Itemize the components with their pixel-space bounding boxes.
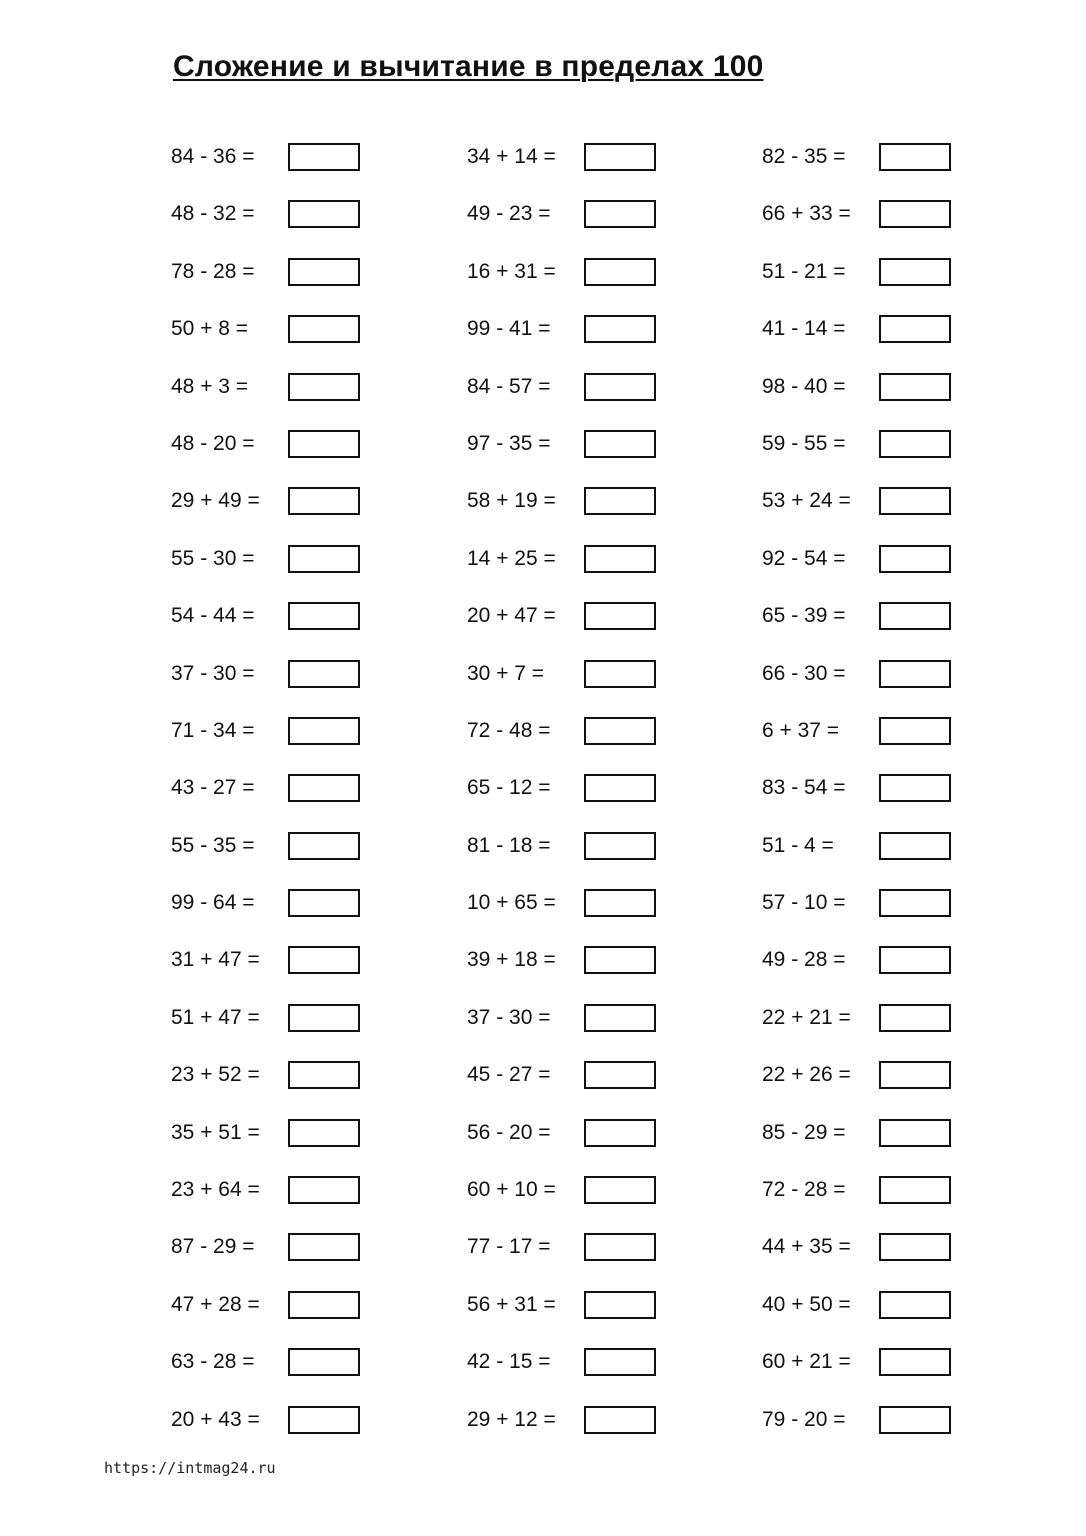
problem-row bbox=[762, 1174, 1062, 1231]
problem-row bbox=[762, 1002, 1062, 1059]
answer-box[interactable] bbox=[879, 832, 951, 860]
problem-row bbox=[171, 141, 471, 198]
problem-row bbox=[467, 887, 767, 944]
problem-row bbox=[171, 485, 471, 542]
problem-row bbox=[762, 944, 1062, 1001]
problem-expression: 44 + 35 = bbox=[762, 1235, 851, 1259]
problem-row bbox=[171, 256, 471, 313]
problem-expression: 54 - 44 = bbox=[171, 604, 255, 628]
problem-row bbox=[467, 1117, 767, 1174]
problem-row bbox=[171, 715, 471, 772]
problem-row bbox=[467, 658, 767, 715]
answer-box[interactable] bbox=[584, 832, 656, 860]
problem-expression: 87 - 29 = bbox=[171, 1235, 255, 1259]
problem-row bbox=[762, 658, 1062, 715]
problem-expression: 53 + 24 = bbox=[762, 489, 851, 513]
problem-row bbox=[171, 658, 471, 715]
problem-row bbox=[467, 256, 767, 313]
problem-expression: 83 - 54 = bbox=[762, 776, 846, 800]
problem-expression: 57 - 10 = bbox=[762, 891, 846, 915]
problem-expression: 72 - 28 = bbox=[762, 1178, 846, 1202]
answer-box[interactable] bbox=[288, 660, 360, 688]
problem-expression: 81 - 18 = bbox=[467, 833, 551, 857]
problem-row bbox=[762, 371, 1062, 428]
answer-box[interactable] bbox=[879, 143, 951, 171]
problem-expression: 82 - 35 = bbox=[762, 145, 846, 168]
answer-box[interactable] bbox=[584, 143, 656, 171]
answer-box[interactable] bbox=[288, 946, 360, 974]
problem-row bbox=[171, 1059, 471, 1116]
problem-expression: 20 + 47 = bbox=[467, 604, 556, 628]
problem-row bbox=[762, 1117, 1062, 1174]
problem-row bbox=[762, 1289, 1062, 1346]
answer-box[interactable] bbox=[879, 1061, 951, 1089]
problem-expression: 58 + 19 = bbox=[467, 489, 556, 513]
answer-box[interactable] bbox=[879, 889, 951, 917]
problem-row bbox=[762, 1346, 1062, 1403]
answer-box[interactable] bbox=[288, 1348, 360, 1376]
answer-box[interactable] bbox=[584, 774, 656, 802]
problem-expression: 56 - 20 = bbox=[467, 1120, 551, 1144]
answer-box[interactable] bbox=[879, 1406, 951, 1434]
problem-row bbox=[762, 1059, 1062, 1116]
problem-expression: 63 - 28 = bbox=[171, 1350, 255, 1374]
problem-row bbox=[467, 371, 767, 428]
problem-row bbox=[467, 600, 767, 657]
problem-expression: 29 + 49 = bbox=[171, 489, 260, 513]
answer-box[interactable] bbox=[879, 660, 951, 688]
problem-row bbox=[171, 1346, 471, 1403]
answer-box[interactable] bbox=[288, 832, 360, 860]
answer-box[interactable] bbox=[584, 889, 656, 917]
problem-expression: 60 + 21 = bbox=[762, 1350, 851, 1374]
problem-row bbox=[467, 1346, 767, 1403]
problem-expression: 51 - 21 = bbox=[762, 259, 846, 283]
answer-box[interactable] bbox=[584, 1061, 656, 1089]
answer-box[interactable] bbox=[288, 1233, 360, 1261]
problem-row bbox=[171, 600, 471, 657]
problem-expression: 55 - 30 = bbox=[171, 546, 255, 570]
problem-expression: 65 - 39 = bbox=[762, 604, 846, 628]
problem-row bbox=[467, 1002, 767, 1059]
problem-expression: 55 - 35 = bbox=[171, 833, 255, 857]
problem-row bbox=[762, 543, 1062, 600]
problem-row bbox=[171, 1117, 471, 1174]
answer-box[interactable] bbox=[879, 1233, 951, 1261]
answer-box[interactable] bbox=[584, 258, 656, 286]
problem-row bbox=[762, 428, 1062, 485]
problem-row bbox=[171, 1002, 471, 1059]
problem-expression: 23 + 64 = bbox=[171, 1178, 260, 1202]
answer-box[interactable] bbox=[584, 717, 656, 745]
problem-row bbox=[171, 1289, 471, 1346]
problem-row bbox=[762, 313, 1062, 370]
problem-expression: 31 + 47 = bbox=[171, 948, 260, 972]
answer-box[interactable] bbox=[288, 315, 360, 343]
answer-box[interactable] bbox=[879, 1348, 951, 1376]
problem-row bbox=[762, 141, 1062, 198]
answer-box[interactable] bbox=[879, 946, 951, 974]
answer-box[interactable] bbox=[584, 1119, 656, 1147]
problem-row bbox=[171, 887, 471, 944]
problem-expression: 23 + 52 = bbox=[171, 1063, 260, 1087]
answer-box[interactable] bbox=[584, 487, 656, 515]
problem-expression: 48 - 32 = bbox=[171, 202, 255, 226]
problem-row bbox=[171, 1404, 471, 1461]
answer-box[interactable] bbox=[584, 946, 656, 974]
answer-box[interactable] bbox=[288, 1406, 360, 1434]
problem-expression: 47 + 28 = bbox=[171, 1292, 260, 1316]
answer-box[interactable] bbox=[584, 1004, 656, 1032]
problem-expression: 29 + 12 = bbox=[467, 1407, 556, 1431]
answer-box[interactable] bbox=[288, 1119, 360, 1147]
answer-box[interactable] bbox=[584, 200, 656, 228]
problem-expression: 51 + 47 = bbox=[171, 1005, 260, 1029]
answer-box[interactable] bbox=[879, 717, 951, 745]
problem-expression: 77 - 17 = bbox=[467, 1235, 551, 1259]
problem-expression: 66 + 33 = bbox=[762, 202, 851, 226]
problem-row bbox=[171, 543, 471, 600]
answer-box[interactable] bbox=[584, 430, 656, 458]
answer-box[interactable] bbox=[879, 602, 951, 630]
problem-expression: 97 - 35 = bbox=[467, 431, 551, 455]
problem-row bbox=[467, 198, 767, 255]
problem-expression: 48 - 20 = bbox=[171, 431, 255, 455]
answer-box[interactable] bbox=[879, 545, 951, 573]
problem-expression: 59 - 55 = bbox=[762, 431, 846, 455]
problem-expression: 39 + 18 = bbox=[467, 948, 556, 972]
problem-expression: 14 + 25 = bbox=[467, 546, 556, 570]
answer-box[interactable] bbox=[879, 258, 951, 286]
problem-row bbox=[171, 830, 471, 887]
answer-box[interactable] bbox=[879, 200, 951, 228]
answer-box[interactable] bbox=[584, 545, 656, 573]
answer-box[interactable] bbox=[288, 717, 360, 745]
answer-box[interactable] bbox=[288, 1061, 360, 1089]
answer-box[interactable] bbox=[288, 258, 360, 286]
answer-box[interactable] bbox=[288, 1004, 360, 1032]
problem-row bbox=[171, 371, 471, 428]
problem-expression: 16 + 31 = bbox=[467, 259, 556, 283]
answer-box[interactable] bbox=[879, 373, 951, 401]
problem-column-3 bbox=[762, 141, 1062, 1461]
problem-expression: 22 + 26 = bbox=[762, 1063, 851, 1087]
problem-expression: 20 + 43 = bbox=[171, 1407, 260, 1431]
problem-row bbox=[467, 830, 767, 887]
problem-row bbox=[467, 1174, 767, 1231]
problem-expression: 56 + 31 = bbox=[467, 1292, 556, 1316]
answer-box[interactable] bbox=[879, 1119, 951, 1147]
problem-expression: 60 + 10 = bbox=[467, 1178, 556, 1202]
answer-box[interactable] bbox=[584, 315, 656, 343]
problem-expression: 65 - 12 = bbox=[467, 776, 551, 800]
answer-box[interactable] bbox=[584, 1348, 656, 1376]
problem-expression: 84 - 36 = bbox=[171, 145, 255, 168]
problem-expression: 35 + 51 = bbox=[171, 1120, 260, 1144]
problem-row bbox=[171, 428, 471, 485]
problem-expression: 71 - 34 = bbox=[171, 718, 255, 742]
problem-expression: 66 - 30 = bbox=[762, 661, 846, 685]
problem-row bbox=[467, 772, 767, 829]
answer-box[interactable] bbox=[288, 774, 360, 802]
problem-expression: 51 - 4 = bbox=[762, 833, 834, 857]
answer-box[interactable] bbox=[584, 373, 656, 401]
problem-row bbox=[467, 1289, 767, 1346]
problem-expression: 34 + 14 = bbox=[467, 145, 556, 168]
answer-box[interactable] bbox=[879, 1291, 951, 1319]
problem-expression: 99 - 64 = bbox=[171, 891, 255, 915]
answer-box[interactable] bbox=[288, 430, 360, 458]
problem-expression: 22 + 21 = bbox=[762, 1005, 851, 1029]
problem-row bbox=[762, 715, 1062, 772]
problem-row bbox=[467, 1059, 767, 1116]
problem-row bbox=[467, 944, 767, 1001]
answer-box[interactable] bbox=[288, 602, 360, 630]
answer-box[interactable] bbox=[584, 1233, 656, 1261]
problem-column-2 bbox=[467, 141, 767, 1461]
page-title: Сложение и вычитание в пределах 100 bbox=[173, 50, 764, 83]
problem-row bbox=[762, 198, 1062, 255]
problem-row bbox=[467, 428, 767, 485]
problem-row bbox=[171, 944, 471, 1001]
answer-box[interactable] bbox=[288, 373, 360, 401]
problem-expression: 43 - 27 = bbox=[171, 776, 255, 800]
problem-row bbox=[762, 830, 1062, 887]
problem-expression: 72 - 48 = bbox=[467, 718, 551, 742]
problem-row bbox=[467, 715, 767, 772]
answer-box[interactable] bbox=[288, 889, 360, 917]
problem-row bbox=[762, 772, 1062, 829]
problem-expression: 6 + 37 = bbox=[762, 718, 840, 742]
answer-box[interactable] bbox=[288, 1176, 360, 1204]
problem-row bbox=[467, 141, 767, 198]
answer-box[interactable] bbox=[288, 487, 360, 515]
problem-expression: 79 - 20 = bbox=[762, 1407, 846, 1431]
footer-url: https://intmag24.ru bbox=[104, 1459, 276, 1477]
problem-expression: 85 - 29 = bbox=[762, 1120, 846, 1144]
answer-box[interactable] bbox=[584, 602, 656, 630]
problem-row bbox=[171, 1174, 471, 1231]
problem-expression: 48 + 3 = bbox=[171, 374, 249, 398]
problem-expression: 99 - 41 = bbox=[467, 317, 551, 341]
problem-row bbox=[467, 1404, 767, 1461]
problem-row bbox=[171, 313, 471, 370]
problem-row bbox=[467, 485, 767, 542]
answer-box[interactable] bbox=[879, 1176, 951, 1204]
problem-expression: 92 - 54 = bbox=[762, 546, 846, 570]
problem-row bbox=[762, 485, 1062, 542]
problem-expression: 45 - 27 = bbox=[467, 1063, 551, 1087]
problem-row bbox=[171, 1231, 471, 1288]
problem-expression: 37 - 30 = bbox=[467, 1005, 551, 1029]
answer-box[interactable] bbox=[879, 1004, 951, 1032]
problem-expression: 40 + 50 = bbox=[762, 1292, 851, 1316]
problem-expression: 78 - 28 = bbox=[171, 259, 255, 283]
problem-row bbox=[171, 772, 471, 829]
problem-expression: 49 - 23 = bbox=[467, 202, 551, 226]
problem-expression: 30 + 7 = bbox=[467, 661, 545, 685]
answer-box[interactable] bbox=[879, 315, 951, 343]
problem-row bbox=[171, 198, 471, 255]
answer-box[interactable] bbox=[288, 545, 360, 573]
problem-expression: 49 - 28 = bbox=[762, 948, 846, 972]
problem-row bbox=[467, 543, 767, 600]
problem-expression: 41 - 14 = bbox=[762, 317, 846, 341]
problem-row bbox=[467, 1231, 767, 1288]
problem-expression: 98 - 40 = bbox=[762, 374, 846, 398]
problem-column-1 bbox=[171, 141, 471, 1461]
problem-row bbox=[762, 256, 1062, 313]
problem-row bbox=[762, 887, 1062, 944]
answer-box[interactable] bbox=[879, 487, 951, 515]
problem-row bbox=[762, 1231, 1062, 1288]
answer-box[interactable] bbox=[879, 774, 951, 802]
problem-row bbox=[467, 313, 767, 370]
problem-row bbox=[762, 600, 1062, 657]
problem-expression: 50 + 8 = bbox=[171, 317, 249, 341]
problem-expression: 42 - 15 = bbox=[467, 1350, 551, 1374]
answer-box[interactable] bbox=[879, 430, 951, 458]
answer-box[interactable] bbox=[288, 143, 360, 171]
answer-box[interactable] bbox=[584, 660, 656, 688]
answer-box[interactable] bbox=[584, 1176, 656, 1204]
answer-box[interactable] bbox=[288, 1291, 360, 1319]
problem-expression: 84 - 57 = bbox=[467, 374, 551, 398]
problem-row bbox=[762, 1404, 1062, 1461]
answer-box[interactable] bbox=[288, 200, 360, 228]
answer-box[interactable] bbox=[584, 1291, 656, 1319]
problem-expression: 37 - 30 = bbox=[171, 661, 255, 685]
problem-expression: 10 + 65 = bbox=[467, 891, 556, 915]
answer-box[interactable] bbox=[584, 1406, 656, 1434]
